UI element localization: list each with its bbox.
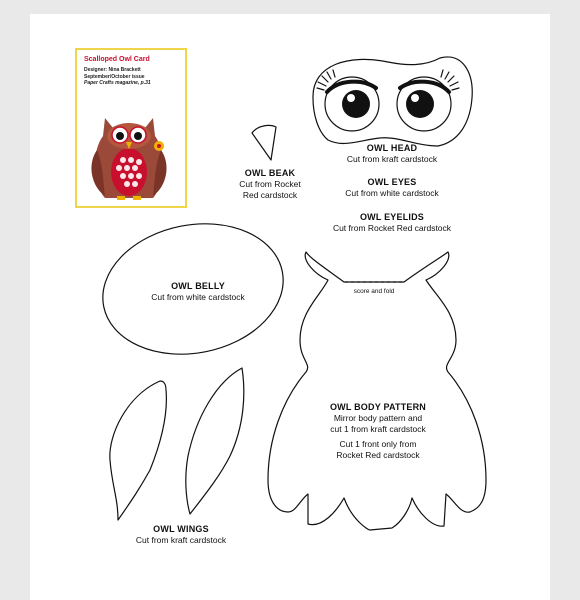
card-issue: September/October issue (84, 73, 145, 80)
card-magazine: Paper Crafts magazine, p.31 (84, 80, 151, 86)
owl-body-label (316, 402, 440, 461)
owl-eye-right (397, 70, 459, 131)
owl-eyelids-title: OWL EYELIDS (359, 212, 425, 222)
owl-wings-label (124, 524, 238, 546)
score-fold-label: score and fold (353, 288, 395, 295)
owl-eyelids-label (321, 212, 463, 234)
owl-beak-title: OWL BEAK (244, 168, 296, 178)
owl-beak-line1: Cut from Rocket (239, 179, 301, 189)
owl-body-title: OWL BODY PATTERN (329, 402, 427, 412)
owl-wing-left (110, 381, 167, 520)
owl-body-line1: Mirror body pattern and (333, 413, 423, 423)
owl-belly-line1: Cut from white cardstock (151, 292, 245, 302)
owl-body-line3: Cut 1 front only from (339, 439, 417, 449)
owl-body-line4: Rocket Red cardstock (336, 450, 420, 460)
owl-head-label (330, 143, 454, 165)
owl-wing-right (186, 368, 244, 514)
owl-wings-line1: Cut from kraft cardstock (135, 535, 227, 545)
owl-head-title: OWL HEAD (366, 143, 418, 153)
card-title: Scalloped Owl Card (84, 56, 150, 63)
owl-eyes-title: OWL EYES (367, 177, 417, 187)
owl-eyelids-line1: Cut from Rocket Red cardstock (332, 223, 452, 233)
owl-body-line2: cut 1 from kraft cardstock (330, 424, 426, 434)
owl-head-shape (313, 57, 472, 146)
owl-head-line1: Cut from kraft cardstock (346, 154, 438, 164)
owl-belly-label (142, 281, 254, 303)
owl-belly-title: OWL BELLY (171, 281, 225, 291)
owl-beak-label (232, 168, 308, 201)
owl-eyes-label (334, 177, 450, 199)
owl-beak-shape (252, 125, 276, 160)
owl-beak-line2: Red cardstock (242, 190, 298, 200)
owl-eyes-line1: Cut from white cardstock (345, 188, 439, 198)
card-designer: Designer: Nina Brackett (84, 67, 141, 73)
owl-eye-left (317, 70, 379, 131)
owl-wings-title: OWL WINGS (153, 524, 209, 534)
